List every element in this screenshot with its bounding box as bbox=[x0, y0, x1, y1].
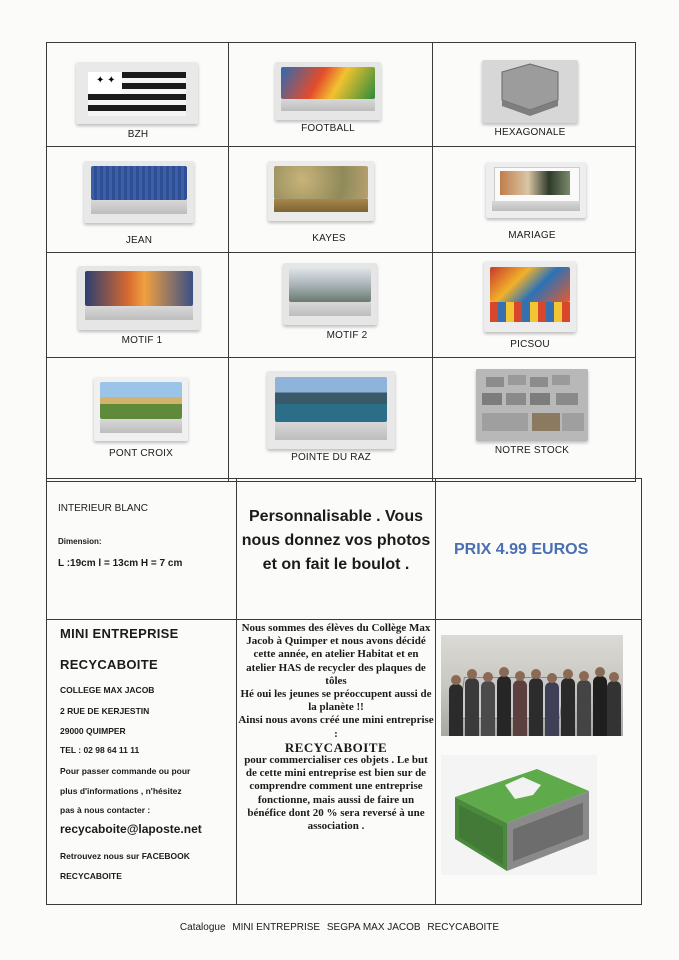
story-paragraph: Hé oui les jeunes se préoccupent aussi de la planète !! bbox=[240, 688, 432, 714]
students-group-photo bbox=[441, 635, 623, 736]
college-name: COLLEGE MAX JACOB bbox=[60, 685, 155, 695]
product-label-picsou: PICSOU bbox=[510, 339, 550, 350]
product-label-bzh: BZH bbox=[127, 129, 149, 140]
product-label-football: FOOTBALL bbox=[301, 123, 355, 134]
facebook-name: RECYCABOITE bbox=[60, 871, 122, 881]
bzh-flag-box-image: ✦ ✦ bbox=[76, 62, 198, 124]
personnalisable-text: Personnalisable . Vous nous donnez vos photos et on fait le boulot . bbox=[241, 508, 431, 573]
price-text: PRIX 4.99 EUROS bbox=[454, 541, 589, 558]
pont-croix-box-image bbox=[94, 377, 188, 441]
stock-boxes-image bbox=[476, 369, 588, 441]
box-3d-model-image bbox=[441, 755, 597, 875]
football-box-image bbox=[275, 62, 381, 120]
kayes-box-image bbox=[268, 161, 374, 221]
interior-color-text: INTERIEUR BLANC bbox=[58, 503, 149, 514]
grid-divider bbox=[228, 42, 229, 482]
story-paragraph: pour commercialiser ces objets . Le but de cette mini entreprise est bien sur de comprendre comment une entreprise fonctionne, mais aussi de faire un bénéfice dont 20 % sera reversé à une association . bbox=[244, 754, 428, 833]
company-name: RECYCABOITE bbox=[60, 657, 158, 672]
grid-divider bbox=[46, 252, 636, 253]
product-label-mariage: MARIAGE bbox=[508, 230, 556, 241]
mini-entreprise-title: MINI ENTREPRISE bbox=[60, 626, 179, 641]
product-label-kayes: KAYES bbox=[312, 233, 346, 244]
street-address: 2 RUE DE KERJESTIN bbox=[60, 706, 150, 716]
city-address: 29000 QUIMPER bbox=[60, 726, 126, 736]
story-paragraph: Nous sommes des élèves du Collège Max Jacob à Quimper et nous avons décidé cette année, en atelier Habitat et en atelier HAS de recycler des plaques de tôles bbox=[241, 622, 431, 687]
order-info-line: pas à nous contacter : bbox=[60, 805, 151, 815]
facebook-line: Retrouvez nous sur FACEBOOK bbox=[60, 851, 190, 861]
picsou-box-image bbox=[484, 261, 576, 332]
motif1-box-image bbox=[78, 266, 200, 330]
dimension-label: Dimension: bbox=[58, 537, 102, 546]
dimension-value: L :19cm l = 13cm H = 7 cm bbox=[58, 558, 183, 569]
order-info-line: Pour passer commande ou pour bbox=[60, 766, 191, 776]
product-label-pont-croix: PONT CROIX bbox=[108, 448, 174, 459]
grid-divider bbox=[46, 146, 636, 147]
footer-segpa: SEGPA MAX JACOB bbox=[326, 922, 421, 933]
footer-recycaboite: RECYCABOITE bbox=[427, 922, 500, 933]
product-label-jean: JEAN bbox=[125, 235, 153, 246]
story-paragraph: Ainsi nous avons créé une mini entreprise : bbox=[238, 714, 434, 740]
phone-number: TEL : 02 98 64 11 11 bbox=[60, 745, 140, 755]
order-info-line: plus d'informations , n'hésitez bbox=[60, 786, 182, 796]
product-label-motif1: MOTIF 1 bbox=[121, 335, 163, 346]
product-label-hexagonale: HEXAGONALE bbox=[494, 127, 566, 138]
hexagonal-box-image bbox=[482, 60, 578, 123]
pointe-du-raz-box-image bbox=[267, 371, 395, 449]
grid-divider bbox=[46, 357, 636, 358]
product-label-motif2: MOTIF 2 bbox=[326, 330, 368, 341]
footer-mini-entreprise: MINI ENTREPRISE bbox=[232, 922, 321, 933]
footer-catalogue: Catalogue bbox=[179, 922, 226, 933]
story-brand: RECYCABOITE bbox=[284, 739, 388, 755]
email-address[interactable]: recycaboite@laposte.net bbox=[60, 822, 202, 836]
jean-box-image bbox=[84, 161, 194, 223]
mariage-box-image bbox=[486, 162, 586, 218]
catalogue-footer bbox=[0, 922, 679, 933]
product-label-pointe-du-raz: POINTE DU RAZ bbox=[291, 452, 371, 463]
motif2-box-image bbox=[283, 263, 377, 325]
product-label-notre-stock: NOTRE STOCK bbox=[494, 445, 570, 456]
company-description bbox=[238, 622, 434, 833]
grid-divider bbox=[432, 42, 433, 482]
